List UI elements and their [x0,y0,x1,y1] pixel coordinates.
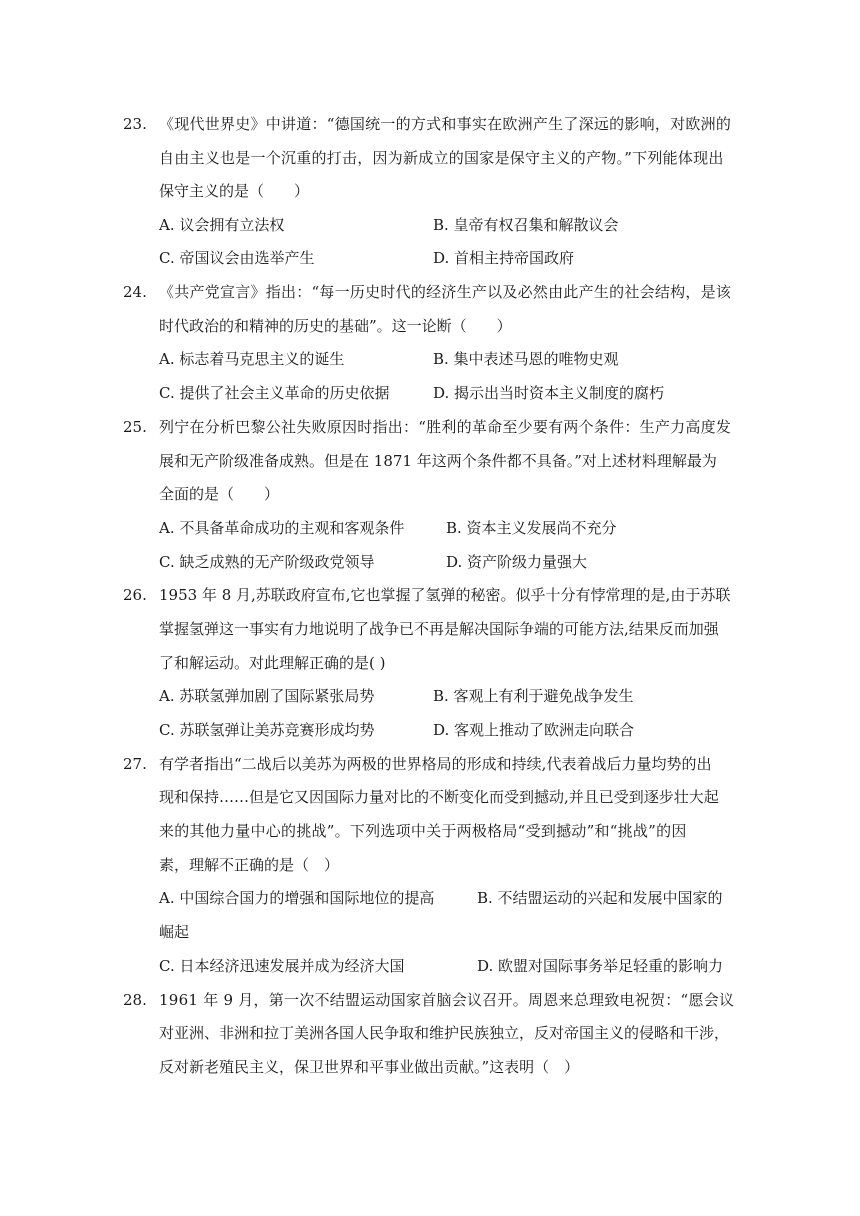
question-24-option-b: B. 集中表述马恩的唯物史观 [433,350,619,368]
question-27-option-c: C. 日本经济迅速发展并成为经济大国 [159,957,405,975]
question-24-number: 24. [123,283,147,301]
question-27-line-1: 有学者指出“二战后以美苏为两极的世界格局的形成和持续,代表着战后力量均势的出 [159,755,712,773]
question-26-option-c: C. 苏联氢弹让美苏竞赛形成均势 [159,721,375,739]
question-24-line-1: 《共产党宣言》指出：“每一历史时代的经济生产以及必然由此产生的社会结构，是该 [159,283,732,301]
question-27-number: 27. [123,755,147,773]
question-25-option-c: C. 缺乏成熟的无产阶级政党领导 [159,553,375,571]
question-27-option-a: A. 中国综合国力的增强和国际地位的提高 [159,889,435,907]
question-26-line-2: 掌握氢弹这一事实有力地说明了战争已不再是解决国际争端的可能方法,结果反而加强 [159,620,719,638]
question-27-line-4: 素，理解不正确的是（ ） [159,856,340,874]
question-24-option-d: D. 揭示出当时资本主义制度的腐朽 [433,384,665,402]
question-24-option-c: C. 提供了社会主义革命的历史依据 [159,384,390,402]
question-25-number: 25. [123,418,147,436]
question-28-line-2: 对亚洲、非洲和拉丁美洲各国人民争取和维护民族独立，反对帝国主义的侵略和干涉， [159,1024,730,1042]
question-23-line-1: 《现代世界史》中讲道：“德国统一的方式和事实在欧洲产生了深远的影响，对欧洲的 [159,115,732,133]
question-26-option-d: D. 客观上推动了欧洲走向联合 [433,721,635,739]
question-27-line-3: 来的其他力量中心的挑战”。下列选项中关于两极格局“受到撼动”和“挑战”的因 [159,822,687,840]
question-26-line-1: 1953 年 8 月,苏联政府宣布,它也掌握了氢弹的秘密。似乎十分有悖常理的是,由于苏联 [159,586,731,604]
question-28-line-1: 1961 年 9 月，第一次不结盟运动国家首脑会议召开。周恩来总理致电祝贺：“愿会议 [159,991,735,1009]
question-28-number: 28. [123,991,147,1009]
question-25-line-2: 展和无产阶级准备成熟。但是在 1871 年这两个条件都不具备。”对上述材料理解最为 [159,452,717,470]
question-27-line-2: 现和保持……但是它又因国际力量对比的不断变化而受到撼动,并且已受到逐步壮大起 [159,788,719,806]
question-24-line-2: 时代政治的和精神的历史的基础”。这一论断（ ） [159,317,512,335]
question-23-line-2: 自由主义也是一个沉重的打击，因为新成立的国家是保守主义的产物。”下列能体现出 [159,149,724,167]
question-24-option-a: A. 标志着马克思主义的诞生 [159,350,345,368]
question-26-option-a: A. 苏联氢弹加剧了国际紧张局势 [159,687,375,705]
question-26-option-b: B. 客观上有利于避免战争发生 [433,687,634,705]
question-26-number: 26. [123,586,147,604]
question-23-option-b: B. 皇帝有权召集和解散议会 [433,216,619,234]
question-23-option-c: C. 帝国议会由选举产生 [159,249,315,267]
question-25-option-b: B. 资本主义发展尚不充分 [446,519,617,537]
question-25-line-3: 全面的是（ ） [159,485,280,503]
question-23-option-d: D. 首相主持帝国政府 [433,249,575,267]
question-25-option-a: A. 不具备革命成功的主观和客观条件 [159,519,405,537]
question-27-option-b: B. 不结盟运动的兴起和发展中国家的 [477,889,723,907]
question-28-line-3: 反对新老殖民主义，保卫世界和平事业做出贡献。”这表明（ ） [159,1058,580,1076]
question-27-option-d: D. 欧盟对国际事务举足轻重的影响力 [477,957,724,975]
question-26-line-3: 了和解运动。对此理解正确的是( ) [159,654,386,672]
question-25-line-1: 列宁在分析巴黎公社失败原因时指出：“胜利的革命至少要有两个条件：生产力高度发 [159,418,732,436]
question-25-option-d: D. 资产阶级力量强大 [446,553,588,571]
question-23-number: 23. [123,115,147,133]
question-23-option-a: A. 议会拥有立法权 [159,216,285,234]
question-27-option-b-continued: 崛起 [159,923,190,941]
question-23-line-3: 保守主义的是（ ） [159,182,310,200]
